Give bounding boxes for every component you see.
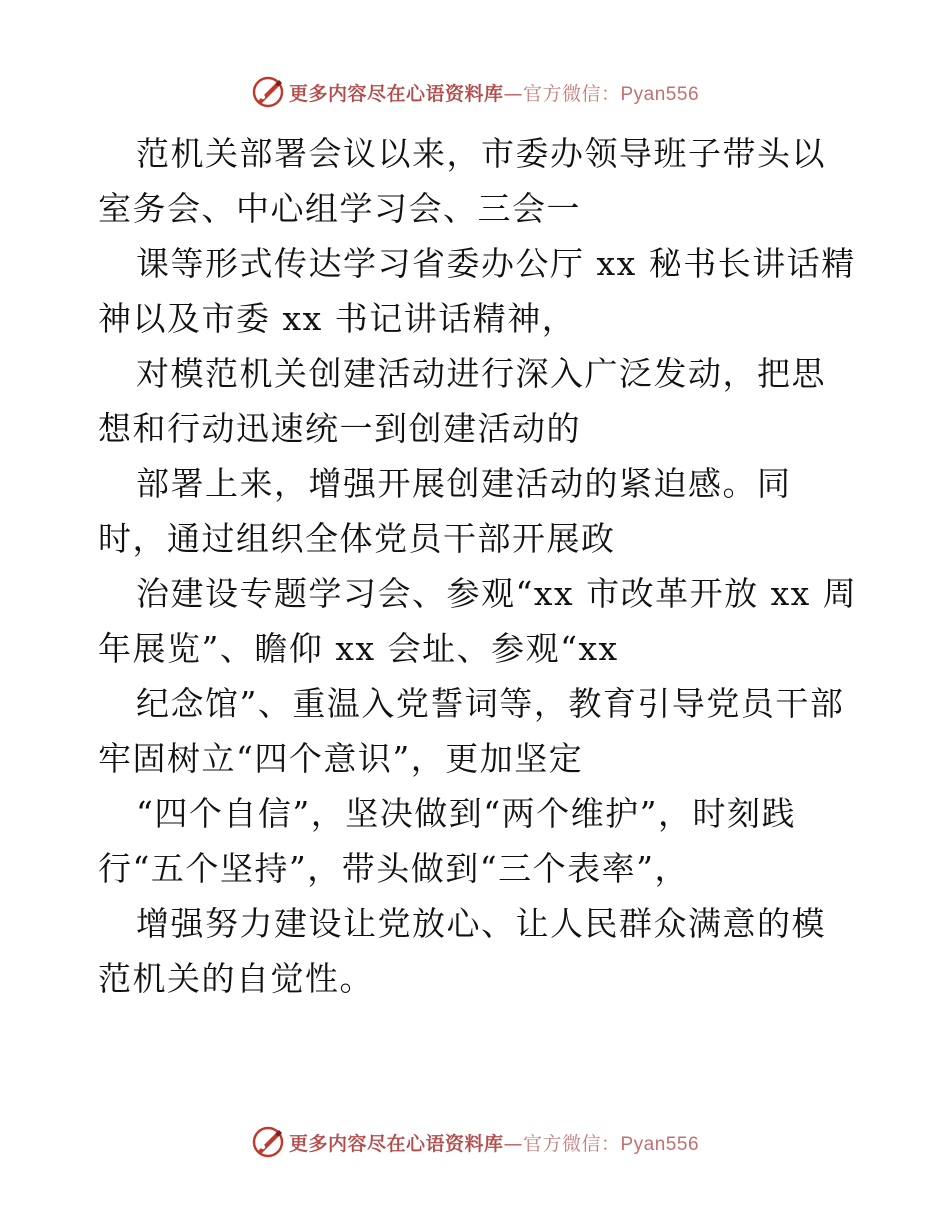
paragraph: 治建设专题学习会、参观“xx 市改革开放 xx 周年展览”、瞻仰 xx 会址、参观“xx: [98, 574, 858, 668]
pen-circle-logo-icon: [251, 75, 285, 109]
footer-watermark-banner: [0, 1122, 950, 1162]
paragraph: “四个自信”，坚决做到“两个维护”，时刻践行“五个坚持”，带头做到“三个表率”，: [98, 794, 796, 888]
header-watermark-banner: [0, 72, 950, 112]
banner-dash: —: [503, 82, 523, 105]
banner-library-name: 更多内容尽在心语资料库: [288, 1132, 504, 1155]
document-body: [98, 126, 858, 1006]
pen-circle-logo-icon: [251, 1125, 285, 1159]
paragraph: 课等形式传达学习省委办公厅 xx 秘书长讲话精神以及市委 xx 书记讲话精神，: [98, 244, 856, 338]
banner-wechat-id: Pyan556: [620, 83, 700, 105]
banner-dash: —: [503, 1132, 523, 1155]
paragraph: 对模范机关创建活动进行深入广泛发动，把思想和行动迅速统一到创建活动的: [98, 354, 826, 448]
banner-wechat-label: 官方微信：: [522, 82, 621, 105]
paragraph: 范机关部署会议以来，市委办领导班子带头以室务会、中心组学习会、三会一: [98, 134, 826, 228]
paragraph: 增强努力建设让党放心、让人民群众满意的模范机关的自觉性。: [98, 904, 826, 998]
banner-library-name: 更多内容尽在心语资料库: [288, 82, 504, 105]
paragraph: 部署上来，增强开展创建活动的紧迫感。同时，通过组织全体党员干部开展政: [98, 464, 792, 558]
banner-wechat-label: 官方微信：: [522, 1132, 621, 1155]
banner-wechat-id: Pyan556: [620, 1133, 700, 1155]
paragraph: 纪念馆”、重温入党誓词等，教育引导党员干部牢固树立“四个意识”，更加坚定: [98, 684, 845, 778]
